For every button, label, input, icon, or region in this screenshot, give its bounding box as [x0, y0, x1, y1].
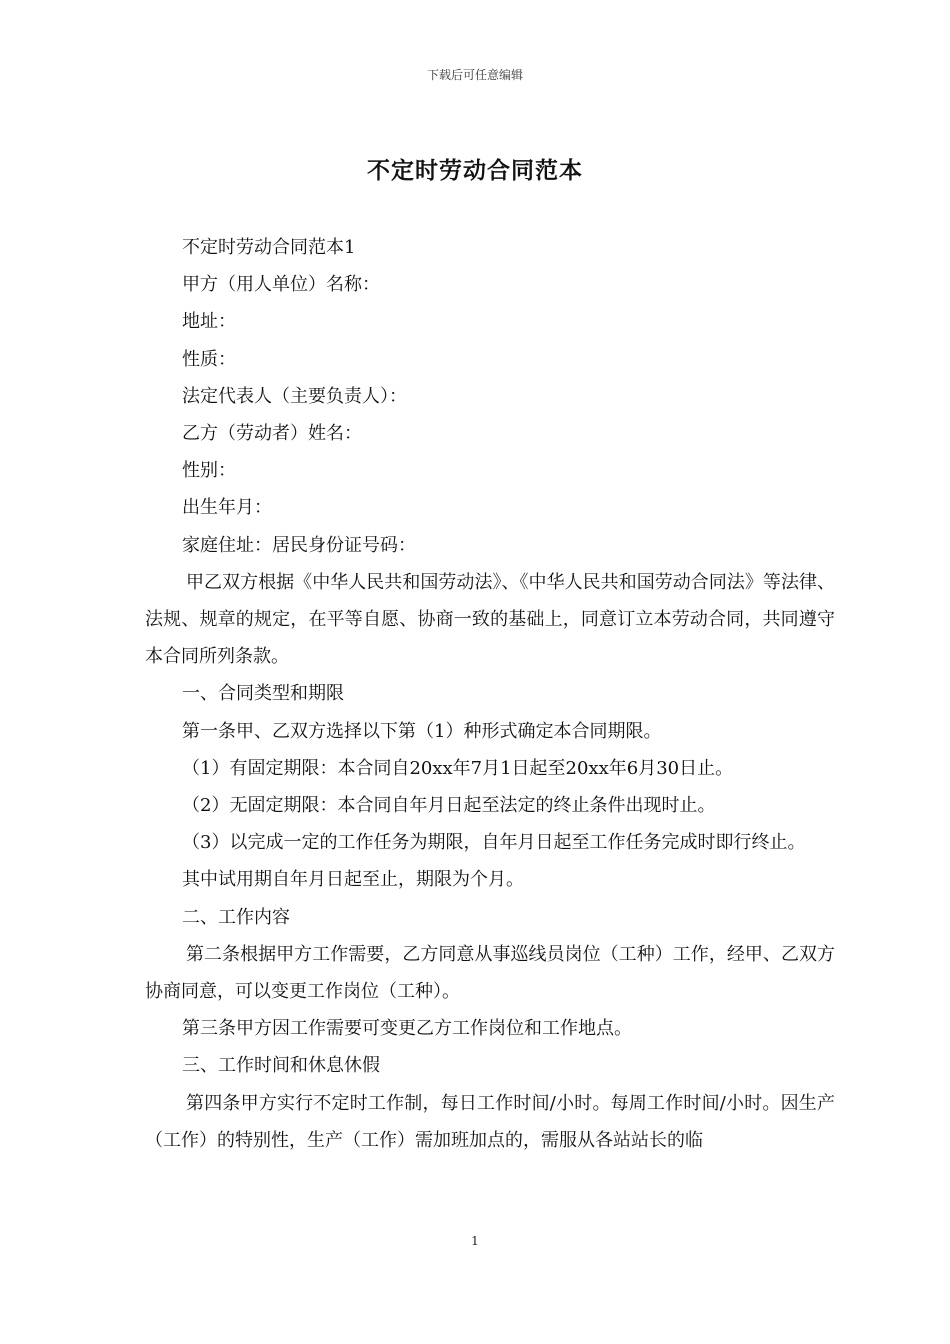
field-legal-representative: 法定代表人（主要负责人）：	[182, 385, 407, 407]
article-1: 第一条甲、乙双方选择以下第（1）种形式确定本合同期限。	[182, 720, 662, 742]
document-title: 不定时劳动合同范本	[367, 157, 583, 184]
article-3: 第三条甲方因工作需要可变更乙方工作岗位和工作地点。	[182, 1018, 632, 1040]
page-header: 下载后可任意编辑	[426, 68, 523, 82]
article-1-option-1: （1）有固定期限：本合同自20xx年7月1日起至20xx年6月30日止。	[182, 757, 734, 779]
section-heading-3: 三、工作时间和休息休假	[182, 1055, 380, 1077]
article-1-option-3: （3）以完成一定的工作任务为期限，自年月日起至工作任务完成时即行终止。	[182, 832, 806, 854]
field-home-address-id: 家庭住址：居民身份证号码：	[182, 534, 416, 556]
article-2: 第二条根据甲方工作需要，乙方同意从事巡线员岗位（工种）工作，经甲、乙双方协商同意，可以变更工作岗位（工种）。	[145, 943, 835, 1003]
section-heading-1: 一、合同类型和期限	[182, 683, 344, 705]
field-birth-date: 出生年月：	[182, 497, 272, 519]
field-party-a-name: 甲方（用人单位）名称：	[182, 274, 380, 296]
paragraph-subtitle: 不定时劳动合同范本1	[182, 237, 356, 258]
paragraph-preamble: 甲乙双方根据《中华人民共和国劳动法》、《中华人民共和国劳动合同法》等法律、法规、规章的规定，在平等自愿、协商一致的基础上，同意订立本劳动合同，共同遵守本合同所列条款。	[145, 571, 835, 668]
article-1-option-2: （2）无固定期限：本合同自年月日起至法定的终止条件出现时止。	[182, 795, 716, 817]
field-party-b-name: 乙方（劳动者）姓名：	[182, 423, 362, 445]
section-heading-2: 二、工作内容	[182, 906, 290, 928]
page-number: 1	[471, 1234, 479, 1248]
field-nature: 性质：	[182, 348, 236, 370]
document-body	[145, 229, 835, 1159]
field-gender: 性别：	[182, 460, 236, 482]
field-address: 地址：	[182, 311, 236, 333]
paragraph-probation: 其中试用期自年月日起至止，期限为个月。	[182, 869, 524, 891]
article-4: 第四条甲方实行不定时工作制，每日工作时间/小时。每周工作时间/小时。因生产（工作）的特别性，生产（工作）需加班加点的，需服从各站站长的临	[145, 1092, 835, 1151]
